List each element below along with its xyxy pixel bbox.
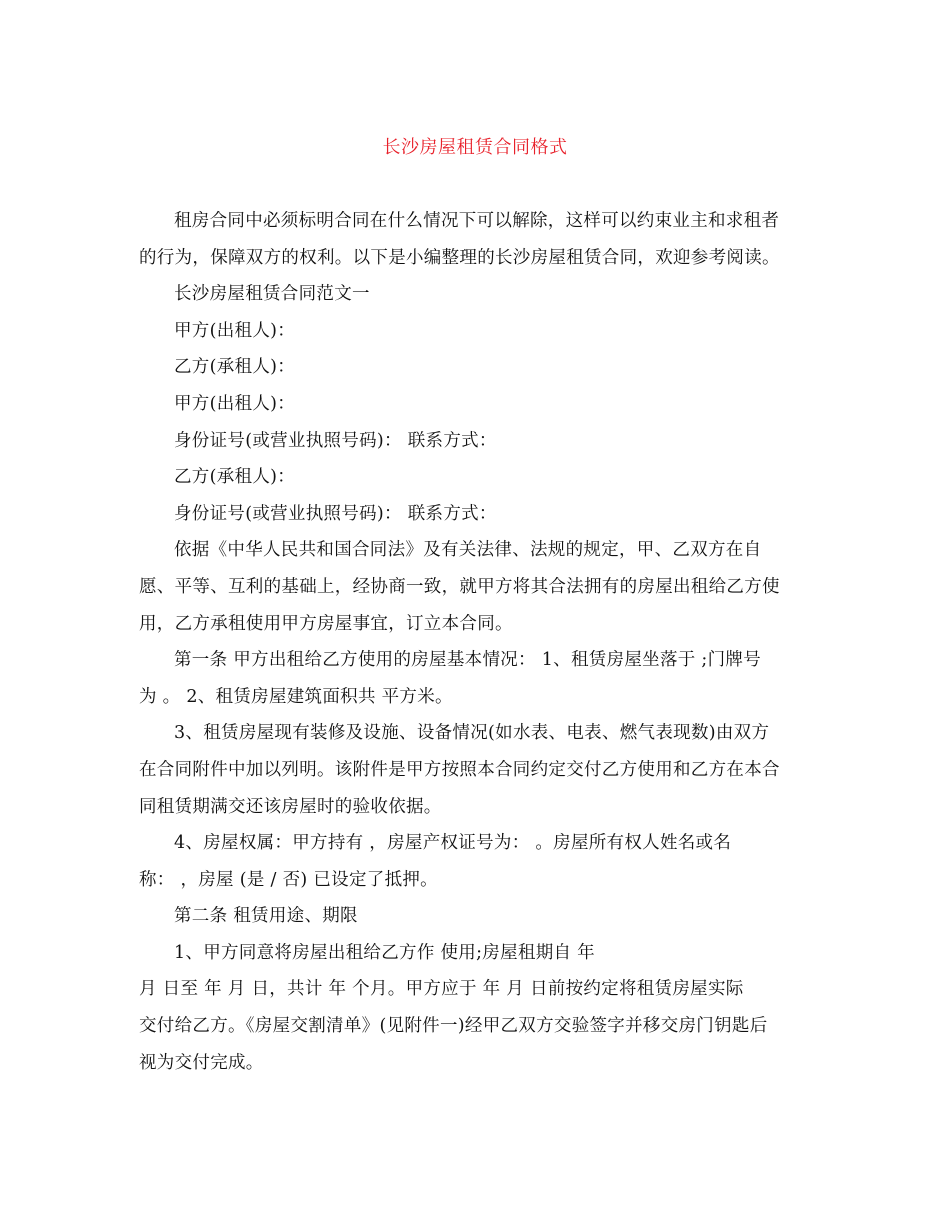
document-body bbox=[139, 203, 811, 1081]
party-b-line-2: 乙方(承租人)： bbox=[174, 467, 296, 488]
party-b-line: 乙方(承租人)： bbox=[174, 357, 296, 378]
term-paragraph bbox=[139, 935, 811, 1081]
intro-line: 的行为，保障双方的权利。以下是小编整理的长沙房屋租赁合同，欢迎参考阅读。 bbox=[139, 247, 780, 268]
basis-line: 依据《中华人民共和国合同法》及有关法律、法规的规定，甲、乙双方在自 bbox=[174, 540, 762, 561]
id-contact-a-line: 身份证号(或营业执照号码)： 联系方式： bbox=[174, 430, 497, 451]
document-title: 长沙房屋租赁合同格式 bbox=[382, 137, 568, 158]
item-3-paragraph bbox=[139, 715, 811, 825]
item-4-line: 4、房屋权属：甲方持有 ，房屋产权证号为： 。房屋所有权人姓名或名 bbox=[174, 833, 732, 854]
article-1-paragraph bbox=[139, 642, 811, 715]
item-3-line: 在合同附件中加以列明。该附件是甲方按照本合同约定交付乙方使用和乙方在本合 bbox=[139, 759, 780, 780]
intro-paragraph bbox=[139, 203, 811, 276]
term-line: 视为交付完成。 bbox=[139, 1052, 264, 1073]
article-1-line: 为 。 2、租赁房屋建筑面积共 平方米。 bbox=[139, 686, 453, 707]
item-3-line: 3、租赁房屋现有装修及设施、设备情况(如水表、电表、燃气表现数)由双方 bbox=[174, 723, 770, 744]
item-4-line: 称： ，房屋 (是 / 否) 已设定了抵押。 bbox=[139, 869, 438, 890]
intro-line: 租房合同中必须标明合同在什么情况下可以解除，这样可以约束业主和求租者 bbox=[174, 211, 780, 231]
article-1-line: 第一条 甲方出租给乙方使用的房屋基本情况： 1、租赁房屋坐落于 ;门牌号 bbox=[174, 650, 762, 671]
sample-heading: 长沙房屋租赁合同范文一 bbox=[174, 284, 370, 305]
item-4-paragraph bbox=[139, 825, 811, 898]
term-line: 交付给乙方。《房屋交割清单》(见附件一)经甲乙双方交验签字并移交房门钥匙后 bbox=[139, 1016, 768, 1037]
party-a-line-2: 甲方(出租人)： bbox=[174, 393, 296, 414]
basis-paragraph bbox=[139, 532, 811, 642]
party-a-line: 甲方(出租人)： bbox=[174, 320, 296, 341]
item-3-line: 同租赁期满交还该房屋时的验收依据。 bbox=[139, 796, 442, 817]
basis-line: 用，乙方承租使用甲方房屋事宜，订立本合同。 bbox=[139, 613, 513, 634]
term-line: 月 日至 年 月 日，共计 年 个月。甲方应于 年 月 日前按约定将租赁房屋实际 bbox=[139, 979, 744, 1000]
id-contact-b-line: 身份证号(或营业执照号码)： 联系方式： bbox=[174, 503, 497, 524]
article-2-heading: 第二条 租赁用途、期限 bbox=[174, 906, 358, 927]
term-line: 1、甲方同意将房屋出租给乙方作 使用;房屋租期自 年 bbox=[174, 942, 595, 963]
basis-line: 愿、平等、互利的基础上，经协商一致，就甲方将其合法拥有的房屋出租给乙方使 bbox=[139, 576, 780, 597]
